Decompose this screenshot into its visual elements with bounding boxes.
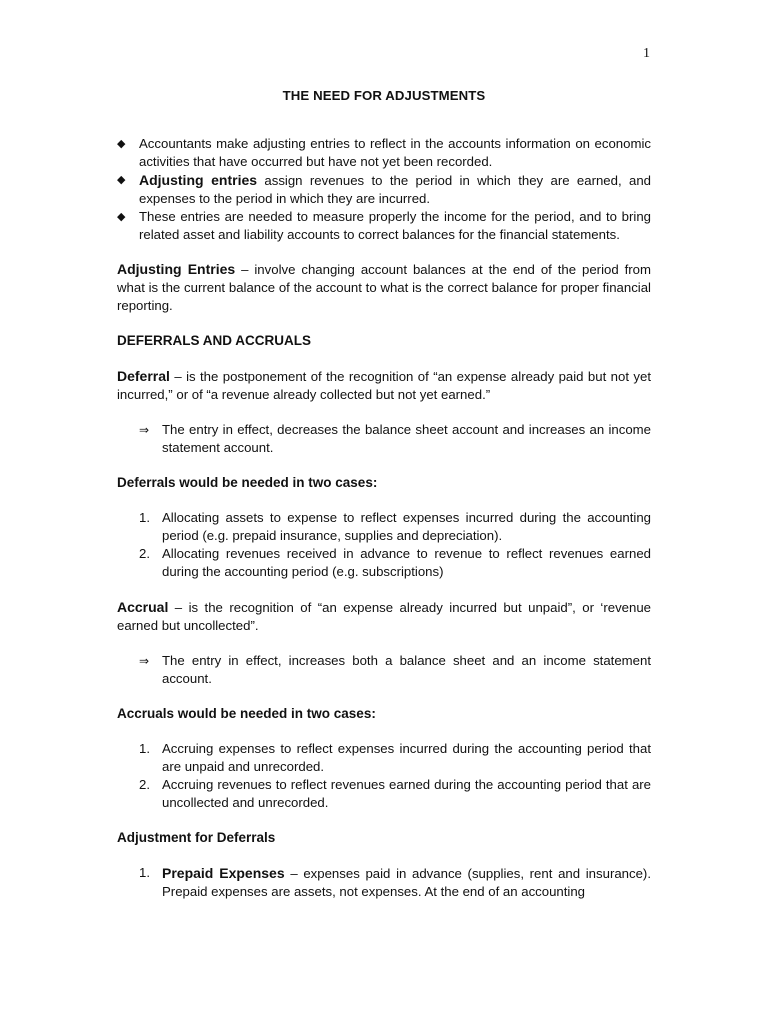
arrow-right-icon: ⇒ <box>139 423 150 437</box>
note-text: The entry in effect, decreases the balance sheet account and increases an income statement account. <box>162 422 651 455</box>
list-item <box>117 776 651 812</box>
bullet-item <box>117 135 651 171</box>
definition-term: Deferral <box>117 368 170 384</box>
list-item-text: Accruing revenues to reflect revenues earned during the accounting period that are uncollected and unrecorded. <box>162 777 651 810</box>
subsection-heading: Deferrals would be needed in two cases: <box>117 475 378 490</box>
adjusting-entries-definition <box>117 260 651 315</box>
bullet-text: assign revenues to the period in which they are earned, and expenses to the period in which they are incurred. <box>139 173 651 206</box>
deferral-cases-list <box>117 509 651 581</box>
page-title: THE NEED FOR ADJUSTMENTS <box>282 88 486 103</box>
deferral-effect-note <box>117 421 651 457</box>
definition-term: Accrual <box>117 599 169 615</box>
list-number: 1. <box>139 510 150 525</box>
deferral-definition <box>117 367 651 404</box>
bullet-item <box>117 171 651 208</box>
list-number: 1. <box>139 741 150 756</box>
bullet-text: Accountants make adjusting entries to reflect in the accounts information on economic activities that have occurred but have not yet been recorded. <box>139 136 651 169</box>
list-item-text: Allocating assets to expense to reflect expenses incurred during the accounting period (e.g. prepaid insurance, supplies and depreciation). <box>162 510 651 543</box>
definition-text: – is the recognition of “an expense already incurred but unpaid”, or ‘revenue earned but uncollected”. <box>117 600 651 633</box>
accrual-cases-list <box>117 740 651 812</box>
page-number: 1 <box>643 46 650 61</box>
diamond-bullet-icon: ◆ <box>117 174 126 186</box>
list-item-text: – expenses paid in advance (supplies, rent and insurance). Prepaid expenses are assets, not expenses. At the end of an accounting <box>162 866 651 899</box>
list-number: 2. <box>139 777 150 792</box>
bullet-term: Adjusting entries <box>139 172 258 188</box>
list-item <box>117 545 651 581</box>
intro-bullet-list <box>117 135 651 244</box>
list-item-text: Allocating revenues received in advance to revenue to reflect revenues earned during the accounting period (e.g. subscriptions) <box>162 546 651 579</box>
accrual-effect-note <box>117 652 651 688</box>
section-heading: DEFERRALS AND ACCRUALS <box>117 333 311 348</box>
subsection-heading: Adjustment for Deferrals <box>117 830 276 845</box>
adjustment-list <box>117 864 651 901</box>
list-item-term: Prepaid Expenses <box>162 865 285 881</box>
list-number: 2. <box>139 546 150 561</box>
definition-term: Adjusting Entries <box>117 261 236 277</box>
note-text: The entry in effect, increases both a balance sheet and an income statement account. <box>162 653 651 686</box>
document-body <box>117 87 651 918</box>
list-item <box>117 509 651 545</box>
subsection-heading: Accruals would be needed in two cases: <box>117 706 376 721</box>
accrual-definition <box>117 598 651 635</box>
bullet-text: These entries are needed to measure properly the income for the period, and to bring related asset and liability accounts to correct balances for the financial statements. <box>139 209 651 242</box>
definition-text: – involve changing account balances at the end of the period from what is the current balance of the account to what is the correct balance for proper financial reporting. <box>117 262 651 313</box>
list-item-text: Accruing expenses to reflect expenses incurred during the accounting period that are unpaid and unrecorded. <box>162 741 651 774</box>
diamond-bullet-icon: ◆ <box>117 211 126 223</box>
bullet-item <box>117 208 651 244</box>
diamond-bullet-icon: ◆ <box>117 138 126 150</box>
list-number: 1. <box>139 865 150 880</box>
list-item <box>117 864 651 901</box>
arrow-right-icon: ⇒ <box>139 654 150 668</box>
definition-text: – is the postponement of the recognition of “an expense already paid but not yet incurred,” or of “a revenue already collected but not yet earned.” <box>117 369 651 402</box>
list-item <box>117 740 651 776</box>
